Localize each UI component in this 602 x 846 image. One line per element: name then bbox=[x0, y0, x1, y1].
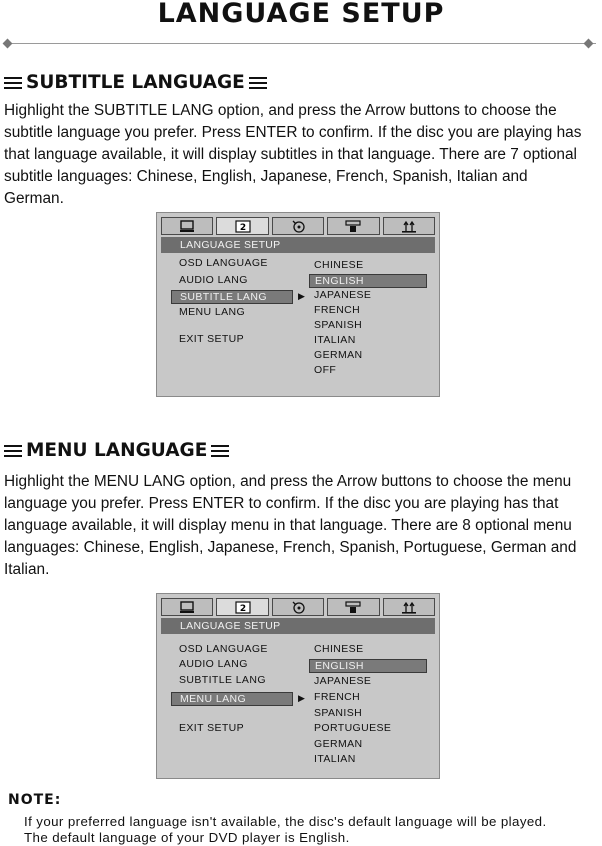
paragraph-line: language available, it will display menu in that language. There are 8 optional menu bbox=[4, 517, 572, 534]
selection-arrow-icon: ▶ bbox=[298, 291, 305, 301]
paragraph-line: that language available, it will display subtitles in that language. There are 7 optional bbox=[4, 146, 577, 163]
osd-menu-item: MENU LANG bbox=[171, 692, 293, 706]
osd-header: LANGUAGE SETUP bbox=[161, 618, 435, 634]
osd-option-item: ENGLISH bbox=[309, 659, 427, 673]
subtitle-paragraph bbox=[4, 100, 602, 210]
osd-option-item: FRENCH bbox=[314, 304, 361, 316]
osd-menu-item: OSD LANGUAGE bbox=[179, 643, 268, 655]
heading-bars-icon bbox=[4, 77, 22, 89]
language-icon bbox=[216, 598, 268, 616]
heading-bars-icon bbox=[4, 445, 22, 457]
heading-bars-icon bbox=[249, 77, 267, 89]
menu-heading-text: MENU LANGUAGE bbox=[26, 440, 208, 461]
note-line: The default language of your DVD player is English. bbox=[24, 830, 350, 845]
osd-icon-bar bbox=[161, 598, 435, 618]
paragraph-line: Italian. bbox=[4, 561, 50, 578]
paragraph-line: Highlight the SUBTITLE LANG option, and press the Arrow buttons to choose the bbox=[4, 102, 557, 119]
subtitle-heading-text: SUBTITLE LANGUAGE bbox=[26, 72, 245, 93]
osd-menu-item: SUBTITLE LANG bbox=[171, 290, 293, 304]
osd-option-item: CHINESE bbox=[314, 643, 364, 655]
paragraph-line: German. bbox=[4, 190, 64, 207]
paragraph-line: subtitle languages: Chinese, English, Japanese, French, Spanish, Italian and bbox=[4, 168, 528, 185]
osd-option-item: SPANISH bbox=[314, 319, 363, 331]
language-icon bbox=[216, 217, 268, 235]
note-title: NOTE: bbox=[8, 792, 62, 808]
osd-header: LANGUAGE SETUP bbox=[161, 237, 435, 253]
menu-osd-screen bbox=[156, 593, 440, 779]
osd-option-item: ITALIAN bbox=[314, 334, 356, 346]
preference-icon bbox=[383, 598, 435, 616]
svg-text:2: 2 bbox=[239, 222, 246, 233]
divider-left-diamond bbox=[3, 39, 13, 49]
video-icon bbox=[327, 217, 379, 235]
audio-disc-icon bbox=[272, 598, 324, 616]
selection-arrow-icon: ▶ bbox=[298, 693, 305, 703]
osd-icon-bar bbox=[161, 217, 435, 237]
osd-menu-item: EXIT SETUP bbox=[179, 722, 245, 734]
preference-icon bbox=[383, 217, 435, 235]
svg-text:2: 2 bbox=[239, 603, 246, 614]
menu-section-heading bbox=[4, 440, 229, 461]
osd-option-item: ITALIAN bbox=[314, 753, 356, 765]
osd-menu-item: AUDIO LANG bbox=[179, 274, 248, 286]
title-divider bbox=[6, 43, 596, 44]
page-title: LANGUAGE SETUP bbox=[157, 0, 445, 29]
heading-bars-icon bbox=[211, 445, 229, 457]
osd-option-item: CHINESE bbox=[314, 259, 364, 271]
osd-option-item: FRENCH bbox=[314, 691, 361, 703]
paragraph-line: languages: Chinese, English, Japanese, French, Spanish, Portuguese, German and bbox=[4, 539, 577, 556]
osd-option-item: GERMAN bbox=[314, 738, 363, 750]
osd-menu-item: SUBTITLE LANG bbox=[179, 674, 266, 686]
subtitle-osd-screen bbox=[156, 212, 440, 397]
paragraph-line: language you prefer. Press ENTER to confirm. If the disc you are playing has that bbox=[4, 495, 559, 512]
osd-option-item: OFF bbox=[314, 364, 337, 376]
osd-option-item: JAPANESE bbox=[314, 675, 372, 687]
audio-disc-icon bbox=[272, 217, 324, 235]
osd-option-item: ENGLISH bbox=[309, 274, 427, 288]
osd-menu-item: EXIT SETUP bbox=[179, 333, 245, 345]
monitor-icon bbox=[161, 217, 213, 235]
video-icon bbox=[327, 598, 379, 616]
osd-menu-item: OSD LANGUAGE bbox=[179, 257, 268, 269]
note-line: If your preferred language isn't available, the disc's default language will be played. bbox=[24, 814, 547, 829]
osd-option-item: PORTUGUESE bbox=[314, 722, 392, 734]
subtitle-section-heading bbox=[4, 72, 267, 93]
osd-menu-item: MENU LANG bbox=[179, 306, 246, 318]
paragraph-line: subtitle language you prefer. Press ENTER to confirm. If the disc you are playing has bbox=[4, 124, 582, 141]
divider-right-diamond bbox=[584, 39, 594, 49]
monitor-icon bbox=[161, 598, 213, 616]
osd-option-item: JAPANESE bbox=[314, 289, 372, 301]
osd-menu-item: AUDIO LANG bbox=[179, 658, 248, 670]
osd-option-item: SPANISH bbox=[314, 707, 363, 719]
osd-option-item: GERMAN bbox=[314, 349, 363, 361]
paragraph-line: Highlight the MENU LANG option, and press the Arrow buttons to choose the menu bbox=[4, 473, 572, 490]
menu-paragraph bbox=[4, 471, 602, 581]
